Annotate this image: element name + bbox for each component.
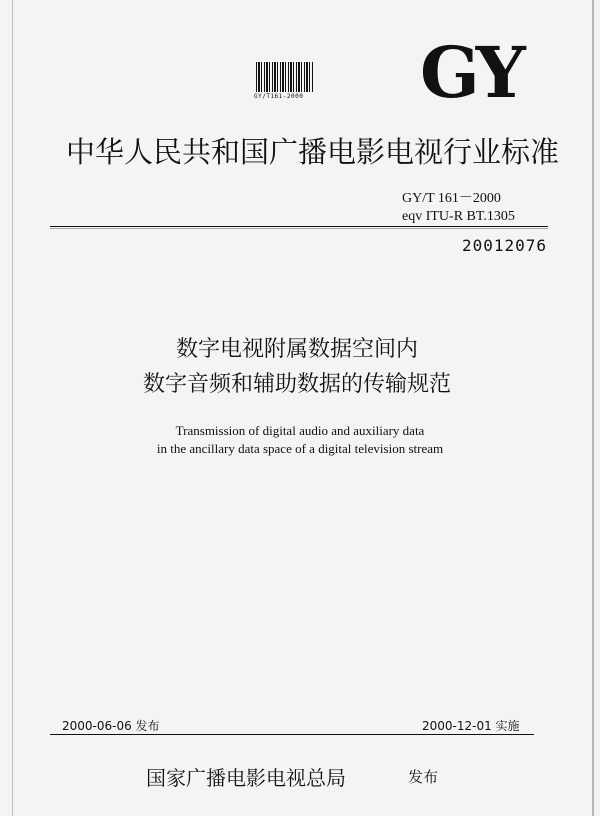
standard-code-block xyxy=(402,190,515,226)
header-rule-shadow xyxy=(50,228,548,229)
standard-equivalence: eqv ITU-R BT.1305 xyxy=(402,209,515,224)
issuer-suffix: 发布 xyxy=(408,768,439,786)
barcode-image xyxy=(256,58,314,92)
scan-edge-right xyxy=(592,0,594,816)
title-en-line1: Transmission of digital audio and auxiliary data xyxy=(175,423,425,438)
title-cn-line2: 数字音频和辅助数据的传输规范 xyxy=(142,372,451,397)
standard-code: GY/T 161－2000 xyxy=(402,191,501,206)
implement-date: 2000-12-01 实施 xyxy=(422,719,520,733)
issuer-name: 国家广播电影电视总局 xyxy=(146,766,346,790)
scan-edge-left xyxy=(12,0,13,816)
title-cn-line1: 数字电视附属数据空间内 xyxy=(175,337,418,362)
barcode-text: GY/T161-2000 xyxy=(254,93,304,100)
issue-date: 2000-06-06 发布 xyxy=(62,719,160,733)
gy-logo: GY xyxy=(420,31,522,114)
header-rule xyxy=(50,226,548,227)
footer-rule xyxy=(50,734,534,735)
stamp-number: 20012076 xyxy=(462,236,548,255)
org-title: 中华人民共和国广播电影电视行业标准 xyxy=(66,135,560,169)
barcode-bars xyxy=(256,62,314,92)
title-en-line2: in the ancillary data space of a digital television stream xyxy=(156,441,444,456)
